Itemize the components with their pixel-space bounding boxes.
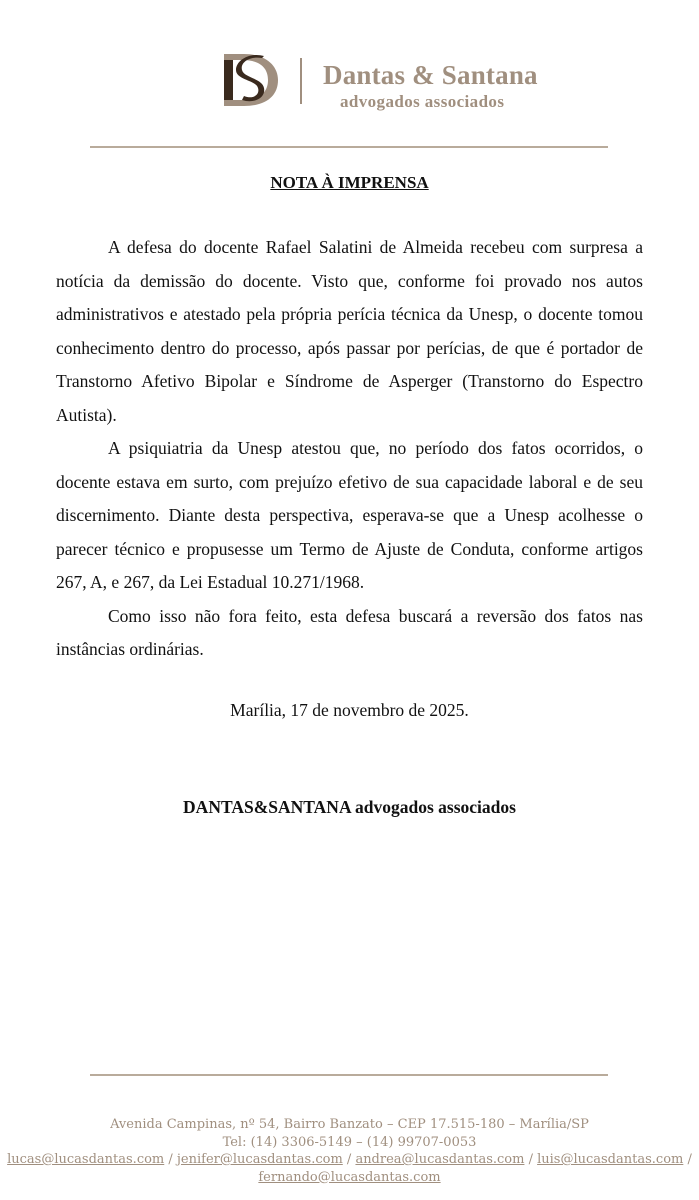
email-link[interactable]: fernando@lucasdantas.com xyxy=(258,1169,441,1185)
footer-address: Avenida Campinas, nº 54, Bairro Banzato – CEP 17.515-180 – Marília/SP xyxy=(110,1117,589,1132)
ds-monogram-logo xyxy=(222,52,282,110)
footer-emails: lucas@lucasdantas.com / jenifer@lucasdantas.com / andrea@lucasdantas.com / luis@lucasdantas.com / xyxy=(7,1152,692,1167)
email-link[interactable]: jenifer@lucasdantas.com xyxy=(176,1152,343,1167)
firm-logo xyxy=(222,52,562,110)
firm-name: Dantas & Santana xyxy=(323,60,538,90)
footer-emails-line2 xyxy=(0,1169,699,1187)
signature: DANTAS&SANTANA advogados associados xyxy=(183,797,516,817)
date-line: Marília, 17 de novembro de 2025. xyxy=(230,700,469,720)
footer-divider xyxy=(90,1074,608,1076)
email-link[interactable]: luis@lucasdantas.com xyxy=(537,1152,684,1167)
paragraph: A defesa do docente Rafael Salatini de Almeida recebeu com surpresa a notícia da demissão do docente. Visto que, conforme foi provado nos autos administrativos e atestado pela própria perícia técnica da Unesp, o docente tomou conhecimento dentro do processo, após passar por perícias, de que é portador de Transtorno Afetivo Bipolar e Síndrome de Asperger (Transtorno do Espectro Autista). xyxy=(56,237,643,425)
firm-subtitle: advogados associados xyxy=(340,92,505,111)
document-body xyxy=(56,231,643,667)
email-link[interactable]: lucas@lucasdantas.com xyxy=(7,1152,165,1167)
document-title: NOTA À IMPRENSA xyxy=(270,173,429,192)
footer xyxy=(0,1116,699,1186)
email-link[interactable]: andrea@lucasdantas.com xyxy=(355,1152,525,1167)
header-divider xyxy=(90,146,608,148)
paragraph: A psiquiatria da Unesp atestou que, no período dos fatos ocorridos, o docente estava em surto, com prejuízo efetivo de sua capacidade laboral e de seu discernimento. Diante desta perspectiva, esperava-se que a Unesp acolhesse o parecer técnico e propusesse um Termo de Ajuste de Conduta, conforme artigos 267, A, e 267, da Lei Estadual 10.271/1968. xyxy=(56,438,643,592)
footer-phone: Tel: (14) 3306-5149 – (14) 99707-0053 xyxy=(222,1134,477,1150)
logo-divider xyxy=(300,58,302,104)
paragraph: Como isso não fora feito, esta defesa buscará a reversão dos fatos nas instâncias ordinárias. xyxy=(56,605,643,659)
